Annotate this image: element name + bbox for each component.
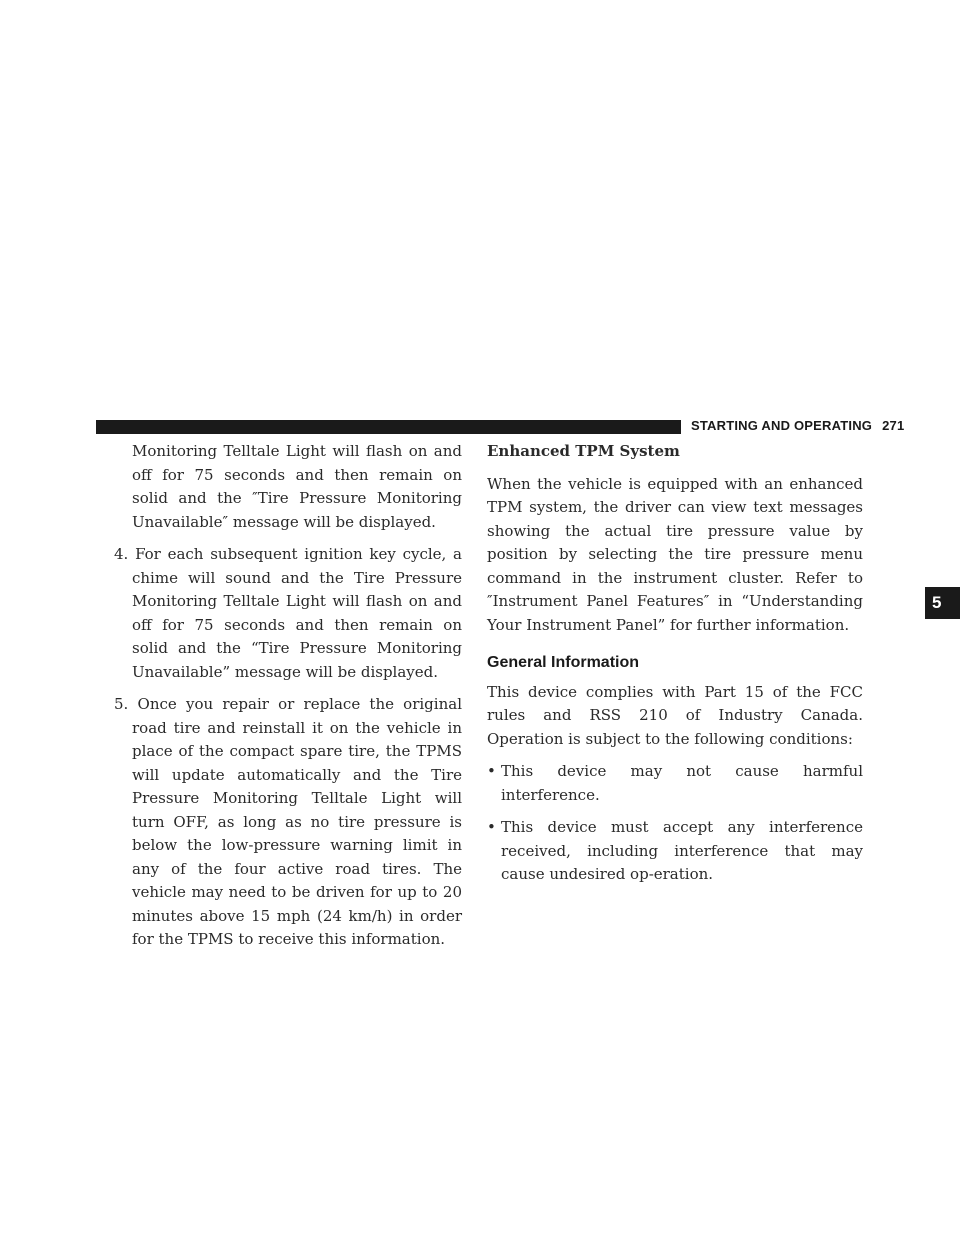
chapter-tab: 5 — [925, 587, 960, 619]
list-text: For each subsequent ignition key cycle, a chime will sound and the Tire Pressure Monitoring Telltale Light will flash on and off for 75 seconds and then remain on solid and the “Tire Pressure Monitoring Unavailable” message will be displayed. — [132, 545, 462, 681]
list-number: 5. — [114, 695, 129, 713]
list-number: 4. — [114, 545, 129, 563]
section-title: STARTING AND OPERATING — [691, 418, 873, 433]
bullet-item — [487, 760, 863, 807]
bullet-icon: • — [487, 762, 496, 780]
page-number: 271 — [882, 418, 905, 433]
general-information-heading: General Information — [487, 654, 640, 671]
bullet-item — [487, 816, 863, 887]
bullet-text: This device may not cause harmful interference. — [501, 762, 863, 804]
list-item-5 — [114, 693, 462, 952]
bullet-text: This device must accept any interference received, including interference that may cause undesired op-eration. — [501, 818, 863, 883]
right-column — [487, 440, 863, 896]
header-rule — [96, 420, 681, 434]
left-column — [114, 440, 462, 961]
list-text: Once you repair or replace the original road tire and reinstall it on the vehicle in place of the compact spare tire, the TPMS will update automatically and the Tire Pressure Monitoring Telltale Light will turn OFF, as long as no tire pressure is below the low-pressure warning limit in any of the four active road tires. The vehicle may need to be driven for up to 20 minutes above 15 mph (24 km/h) in order for the TPMS to receive this information. — [132, 695, 462, 948]
enhanced-tpm-heading: Enhanced TPM System — [487, 442, 680, 460]
bullet-icon: • — [487, 818, 496, 836]
general-information-paragraph: This device complies with Part 15 of the FCC rules and RSS 210 of Industry Canada. Operation is subject to the following conditions: — [487, 682, 863, 748]
enhanced-tpm-paragraph: When the vehicle is equipped with an enhanced TPM system, the driver can view text messages showing the actual tire pressure value by position by selecting the tire pressure menu command in the instrument cluster. Refer to ″Instrument Panel Features″ in “Understanding Your Instrument Panel” for further information. — [487, 474, 863, 634]
continuation-paragraph: Monitoring Telltale Light will flash on and off for 75 seconds and then remain on solid and the ″Tire Pressure Monitoring Unavailable″ message will be displayed. — [132, 442, 462, 531]
list-item-4 — [114, 543, 462, 684]
running-header — [691, 418, 904, 433]
